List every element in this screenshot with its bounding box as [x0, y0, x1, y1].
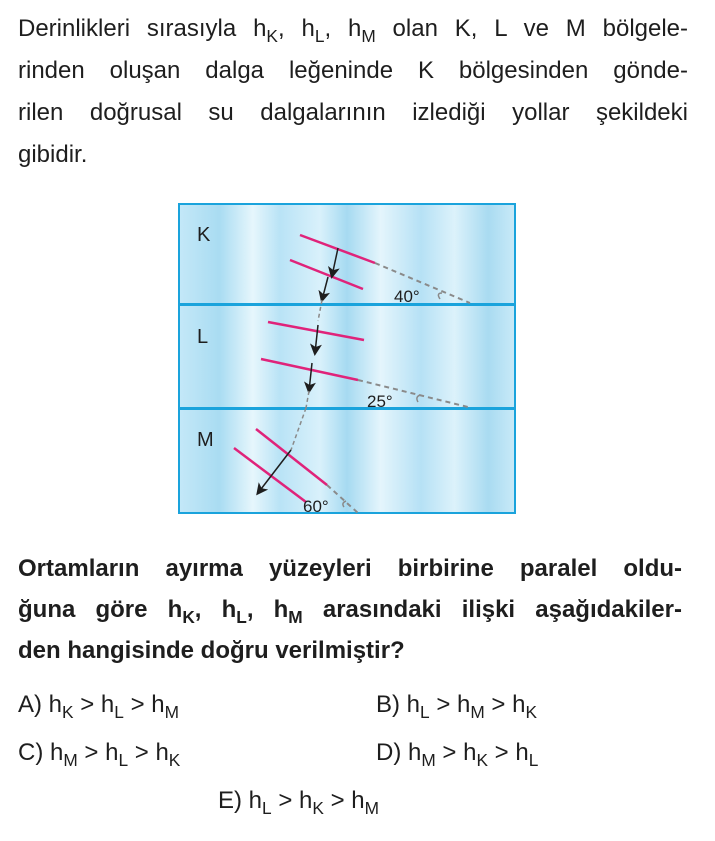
option-sub: L [420, 702, 430, 723]
region-k-water [179, 204, 515, 304]
option-sub: L [528, 750, 539, 771]
option-symbol: h [512, 691, 526, 718]
text-segment: olan K, L ve M bölgele- [375, 15, 689, 42]
gt-sign: > [80, 691, 95, 718]
option-symbol: h [155, 739, 169, 766]
option-sub: K [312, 798, 324, 819]
text-segment: ğuna göre h [18, 596, 183, 623]
angle-l-label: 25° [367, 392, 393, 411]
option-sub: M [164, 702, 179, 723]
option-a[interactable] [18, 690, 179, 723]
option-symbol: h [105, 739, 119, 766]
subscript-k: K [266, 26, 278, 47]
statement-line-4: gibidir. [18, 141, 88, 168]
option-d[interactable] [376, 738, 539, 771]
gt-sign: > [130, 691, 145, 718]
region-m-water [179, 409, 515, 513]
gt-sign: > [330, 787, 345, 814]
question-text [18, 548, 682, 671]
option-symbol: h [351, 787, 365, 814]
option-sub: M [421, 750, 436, 771]
option-sub: M [470, 702, 485, 723]
subscript-m: M [361, 26, 376, 47]
text-segment: , h [194, 596, 237, 623]
text-segment: arasındaki ilişki aşağıdakiler- [302, 596, 682, 623]
problem-statement [18, 8, 688, 176]
option-letter: D) [376, 739, 402, 766]
gt-sign: > [134, 739, 149, 766]
option-symbol: h [151, 691, 165, 718]
question-line-3: den hangisinde doğru verilmiştir? [18, 637, 405, 664]
option-c[interactable] [18, 738, 181, 771]
option-letter: A) [18, 691, 42, 718]
option-symbol: h [248, 787, 263, 814]
option-symbol: h [299, 787, 313, 814]
option-symbol: h [406, 691, 421, 718]
option-symbol: h [457, 691, 471, 718]
subscript-m: M [288, 607, 303, 628]
statement-line-3: rilen doğrusal su dalgalarının izlediği yollar şekildeki [18, 99, 688, 126]
option-e[interactable] [218, 786, 379, 819]
option-sub: M [364, 798, 379, 819]
question-line-2 [18, 589, 682, 630]
angle-m-label: 60° [303, 497, 329, 515]
gt-sign: > [436, 691, 451, 718]
gt-sign: > [491, 691, 506, 718]
statement-line-1 [18, 8, 688, 50]
subscript-l: L [314, 26, 325, 47]
option-symbol: h [100, 691, 115, 718]
option-sub: M [63, 750, 78, 771]
option-sub: K [62, 702, 74, 723]
text-segment: , h [246, 596, 289, 623]
subscript-l: L [236, 607, 247, 628]
option-sub: K [525, 702, 537, 723]
option-sub: K [476, 750, 488, 771]
text-segment: , h [324, 15, 362, 42]
option-symbol: h [50, 739, 64, 766]
option-letter: C) [18, 739, 44, 766]
region-m-label: M [197, 429, 214, 451]
option-b[interactable] [376, 690, 537, 723]
option-sub: L [262, 798, 272, 819]
question-line-1: Ortamların ayırma yüzeyleri birbirine paralel oldu- [18, 555, 682, 582]
angle-k-label: 40° [394, 287, 420, 306]
option-letter: E) [218, 787, 242, 814]
gt-sign: > [442, 739, 457, 766]
gt-sign: > [84, 739, 99, 766]
statement-line-2: rinden oluşan dalga leğeninde K bölgesinden gönde- [18, 57, 688, 84]
gt-sign: > [278, 787, 293, 814]
option-symbol: h [408, 739, 422, 766]
option-symbol: h [515, 739, 529, 766]
option-sub: L [118, 750, 129, 771]
text-segment: Derinlikleri sırasıyla h [18, 15, 267, 42]
text-segment: , h [277, 15, 315, 42]
region-l-water [179, 305, 515, 408]
option-symbol: h [463, 739, 477, 766]
gt-sign: > [494, 739, 509, 766]
wave-tank-diagram [178, 203, 518, 515]
option-sub: K [168, 750, 181, 771]
region-l-label: L [197, 326, 209, 348]
subscript-k: K [182, 607, 195, 628]
option-symbol: h [48, 691, 63, 718]
option-sub: L [114, 702, 124, 723]
option-letter: B) [376, 691, 400, 718]
region-k-label: K [197, 224, 211, 246]
